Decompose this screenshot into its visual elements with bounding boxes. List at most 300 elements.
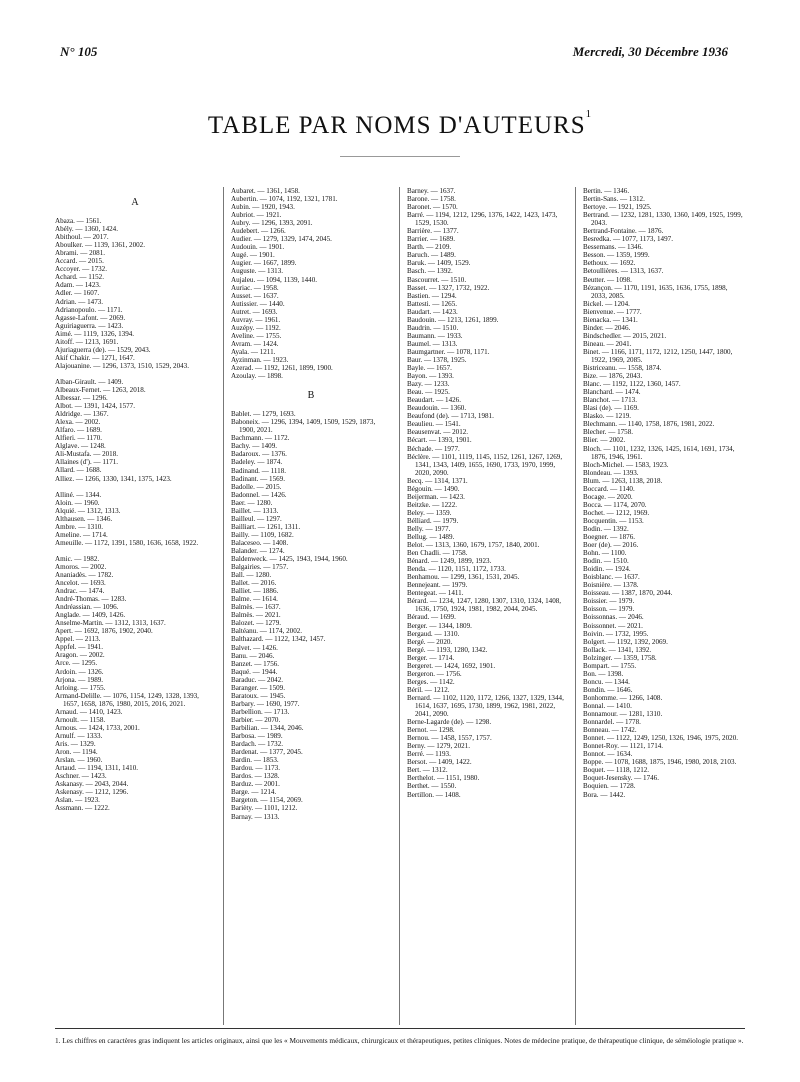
index-entry: Berges. — 1142. [407,677,455,686]
index-entry: Bertrand. — 1232, 1281, 1330, 1360, 1409, 1925, 1999, 2043. [583,211,743,228]
index-entry: Baillet. — 1313. [231,506,279,515]
index-entry: Blechmann. — 1140, 1758, 1876, 1981, 2022. [583,420,715,429]
index-entry: Blasi (de). — 1169. [583,404,639,413]
index-entry: Barbosa. — 1989. [231,732,283,741]
index-entry: Bineau. — 2041. [583,339,632,348]
index-entry: Balvet. — 1426. [231,643,278,652]
index-entry: Adrianopoulo. — 1171. [55,305,123,314]
index-entry: Barbary. — 1690, 1977. [231,699,300,708]
index-entry: Bertillon. — 1408. [407,790,461,799]
index-entry: Barnay. — 1313. [231,812,280,821]
index-entry: Bascourret. — 1510. [407,275,467,284]
index-letter-heading: A [131,197,139,208]
index-entry: Allaines (d'). — 1171. [55,458,119,467]
index-entry: Bernou. — 1458, 1557, 1757. [407,734,492,743]
index-entry: Augier. — 1667, 1899. [231,259,297,268]
index-entry: Alfieri. — 1170. [55,434,103,443]
index-entry: Bailliart. — 1261, 1311. [231,522,301,531]
index-entry: Blecher. — 1758. [583,428,634,437]
index-columns [55,187,745,1025]
index-entry: Armand-Delille. — 1076, 1154, 1249, 1328, 1393, 1657, 1658, 1876, 1980, 2015, 2016, 2021. [55,691,199,708]
index-entry: Arjona. — 1989. [55,675,104,684]
index-entry: Beaudouin. — 1360. [407,404,467,413]
index-entry: Baltéanu. — 1174, 2002. [231,627,303,636]
index-entry: Benhamou. — 1299, 1361, 1531, 2045. [407,573,520,582]
page-title [0,108,800,140]
index-entry: Arce. — 1295. [55,659,98,668]
index-entry: Bellug. — 1489. [407,533,455,542]
index-entry: Bollack. — 1341, 1392. [583,645,652,654]
index-entry: Bloch. — 1101, 1232, 1326, 1425, 1614, 1691, 1734, 1876, 1946, 1961. [583,444,735,461]
index-entry: Arnulf. — 1333. [55,731,103,740]
index-entry: Bézançon. — 1170, 1191, 1635, 1636, 1755, 1898, 2033, 2085. [583,283,728,300]
index-entry: Basch. — 1392. [407,267,453,276]
index-entry: Bienacka. — 1341. [583,315,638,324]
index-entry: Augé. — 1901. [231,251,275,260]
index-entry: Basset. — 1327, 1732, 1922. [407,283,490,292]
index-entry: Baur. — 1378, 1925. [407,355,467,364]
index-entry: Barduz. — 2001. [231,780,280,789]
index-column-4 [583,187,743,1025]
index-entry: Auvray. — 1961. [231,315,281,324]
index-entry: Binet. — 1166, 1171, 1172, 1212, 1250, 1447, 1800, 1922, 1969, 2085. [583,347,733,364]
index-entry: Alliné. — 1344. [55,490,102,499]
index-entry: Blum. — 1263, 1138, 2018. [583,476,663,485]
index-entry: Bert. — 1312. [407,766,448,775]
index-entry: Autret. — 1693. [231,307,278,316]
index-entry: Baraduc. — 2042. [231,675,284,684]
index-entry: Bolgert. — 1192, 1392, 2069. [583,637,668,646]
index-entry: Bochet. — 1212, 1969. [583,508,650,517]
footnote-rule [55,1028,745,1029]
index-entry: Bethoux. — 1692. [583,259,636,268]
index-entry: Aveline. — 1755. [231,331,282,340]
index-entry: Bergé. — 1193, 1280, 1342. [407,645,488,654]
index-entry: Belot. — 1313, 1360, 1679, 1757, 1840, 2001. [407,541,540,550]
index-entry: Alajouanine. — 1296, 1373, 1510, 1529, 2043. [55,361,189,370]
index-entry: Bérard. — 1234, 1247, 1280, 1307, 1310, 1324, 1408, 1636, 1750, 1924, 1981, 1982, 2044, 2045. [407,597,562,614]
index-entry: Appfel. — 1941. [55,643,104,652]
index-entry: Anglade. — 1409, 1426. [55,611,126,620]
index-entry: Boer (de). — 2016. [583,541,639,550]
index-entry: Arnoult. — 1158. [55,715,106,724]
index-entry: Badinand. — 1118. [231,466,287,475]
index-entry: Auzépy. — 1192. [231,323,281,332]
index-entry: Boisnière. — 1378. [583,581,639,590]
index-entry: Aubin. — 1920, 1943. [231,203,295,212]
index-entry: Askanasy. — 2043, 2044. [55,780,129,789]
index-entry: Avram. — 1424. [231,339,279,348]
index-entry: Artaud. — 1194, 1311, 1410. [55,764,139,773]
footnote: 1. Les chiffres en caractères gras indiquent les articles originaux, ainsi que les « Mouvements médicaux, chirurgicaux et thérapeutiques, petites cliniques. Notes de médecine pratique, de thérapeutique clinique, de séméiologie pratique ». [55,1036,744,1045]
index-entry: Auguste. — 1313. [231,267,284,276]
index-entry: Baldenweck. — 1425, 1943, 1944, 1960. [231,555,348,564]
index-entry: Aujaleu. — 1094, 1139, 1440. [231,275,318,284]
index-entry: Ball. — 1280. [231,571,272,580]
index-entry: Adrian. — 1473. [55,297,104,306]
index-entry: Bergeret. — 1424, 1692, 1901. [407,661,496,670]
index-entry: Ayala. — 1211. [231,347,276,356]
index-entry: Audebert. — 1266. [231,227,286,236]
index-entry: Beley. — 1359. [407,508,452,517]
index-entry: Ballet. — 2016. [231,579,277,588]
index-entry: Barbier. — 2070. [231,715,281,724]
index-entry: Barney. — 1637. [407,187,456,195]
index-entry: Balliet. — 1886. [231,587,279,596]
index-entry: Arnous. — 1424, 1733, 2001. [55,723,140,732]
title-footnote-ref: 1 [585,108,593,120]
index-entry: Bégouin. — 1490. [407,484,460,493]
index-entry: Aschner. — 1423. [55,772,107,781]
index-entry: Béclère. — 1101, 1119, 1145, 1152, 1261, 1267, 1269, 1341, 1343, 1409, 1655, 1690, 1733, 1970, 1999, 2020, 2090. [407,452,563,477]
index-entry: Boppe. — 1078, 1688, 1875, 1946, 1980, 2018, 2103. [583,758,737,767]
index-entry: Bickel. — 1204. [583,299,630,308]
index-entry: Bondin. — 1646. [583,685,633,694]
index-entry: Bonhomme. — 1266, 1408. [583,693,663,702]
index-entry: Baruk. — 1409, 1529. [407,259,471,268]
index-entry: Badinant. — 1569. [231,474,285,483]
index-entry: Ayzinman. — 1923. [231,355,289,364]
index-entry: Beijerman. — 1423. [407,492,465,501]
index-entry: Baratoux. — 1945. [231,691,286,700]
index-entry: Bécart. — 1393, 1901. [407,436,472,445]
index-entry: Banu. — 2046. [231,651,275,660]
index-entry: Akif Chakir. — 1271, 1647. [55,353,135,362]
index-entry: Bailly. — 1109, 1682. [231,530,294,539]
index-entry: Badonnel. — 1426. [231,490,287,499]
index-entry: Berthet. — 1550. [407,782,457,791]
page-header [60,44,728,62]
index-entry: Barth. — 2109. [407,243,452,252]
index-entry: Belly. — 1977. [407,524,451,533]
index-entry: Bonnal. — 1410. [583,702,632,710]
index-entry: Barone. — 1758. [407,195,456,204]
index-entry: Bistriceanu. — 1558, 1874. [583,364,662,373]
index-entry: Bocage. — 2020. [583,492,633,501]
index-entry: Bentegeat. — 1411. [407,589,464,598]
index-entry: Ausset. — 1637. [231,291,279,300]
index-entry: Boissonnet. — 2021. [583,621,643,630]
index-entry: Boegner. — 1876. [583,533,636,542]
title-text: TABLE PAR NOMS D'AUTEURS [207,112,586,139]
index-entry: Bindschedler. — 2015, 2021. [583,331,667,340]
index-entry: Bénard. — 1249, 1899, 1923. [407,557,492,566]
index-entry: Boisseau. — 1387, 1870, 2044. [583,589,673,598]
index-entry: Bardach. — 1732. [231,740,284,749]
index-entry: Bienvenue. — 1777. [583,307,642,316]
index-entry: Barbellion. — 1713. [231,707,290,716]
index-entry: Bardou. — 1173. [231,764,280,773]
index-entry: Bora. — 1442. [583,790,626,799]
index-entry: Alquié. — 1312, 1313. [55,506,121,515]
issue-number: N° 105 [60,44,98,59]
index-entry: Baudrin. — 1510. [407,323,459,332]
issue-date: Mercredi, 30 Décembre 1936 [572,44,728,59]
index-entry: Bennejeant. — 1979. [407,581,468,590]
index-entry: Béril. — 1212. [407,685,450,694]
index-entry: Bargeton. — 1154, 2069. [231,796,303,805]
index-entry: Boidin. — 1924. [583,565,631,574]
column-divider [575,187,576,1025]
index-entry: Autissier. — 1440. [231,299,285,308]
index-entry: Amic. — 1982. [55,554,100,563]
index-entry: Andréassian. — 1096. [55,603,119,612]
index-entry: Ardoin. — 1326. [55,667,104,676]
index-entry: Bompart. — 1755. [583,661,637,670]
index-entry: Baumann. — 1933. [407,331,463,340]
index-entry: Bélliard. — 1979. [407,516,459,525]
index-entry: Beaufond (de). — 1713, 1981. [407,412,494,421]
index-entry: Accoyer. — 1732. [55,265,108,274]
index-entry: Boisblanc. — 1637. [583,573,640,582]
index-column-1 [55,187,215,1025]
index-entry: Bonnet-Roy. — 1121, 1714. [583,742,664,751]
index-entry: Baboneix. — 1296, 1394, 1409, 1509, 1529, 1873, 1900, 2021. [231,418,376,435]
index-entry: Bocca. — 1174, 2070. [583,500,647,509]
index-entry: Bertin. — 1346. [583,187,630,195]
index-entry: Boquet-Jesensky. — 1746. [583,774,659,783]
index-entry: Bardos. — 1328. [231,772,280,781]
index-entry: Bergeron. — 1756. [407,669,462,678]
index-entry: Baudart. — 1423. [407,307,458,316]
index-entry: Baronet. — 1570. [407,203,458,212]
index-entry: Balander. — 1274. [231,546,285,555]
index-entry: Beau. — 1925. [407,388,450,397]
index-entry: Bonnamour. — 1281, 1310. [583,710,663,719]
index-entry: Bonnot. — 1634. [583,750,633,759]
index-entry: Beaulieu. — 1541. [407,420,461,429]
index-entry: Aboulker. — 1139, 1361, 2002. [55,241,145,250]
index-entry: Accard. — 2015. [55,257,104,266]
index-entry: Beitzke. — 1222. [407,500,458,509]
index-entry: Barièty. — 1101, 1212. [231,804,298,813]
index-entry: Abrami. — 2081. [55,249,106,258]
column-divider [399,187,400,1025]
index-entry: Aris. — 1329. [55,739,96,748]
index-entry: Boissier. — 1979. [583,597,635,606]
index-entry: Badaroux. — 1376. [231,450,287,459]
index-entry: Balozet. — 1279. [231,619,282,628]
index-entry: Askenasy. — 1212, 1296. [55,788,129,797]
index-entry: Ambre. — 1310. [55,522,104,531]
index-entry: Aubriot. — 1921. [231,211,282,220]
index-entry: Audier. — 1279, 1329, 1474, 2045. [231,235,332,244]
index-entry: Barrière. — 1377. [407,227,459,236]
index-entry: Blasko. — 1219. [583,412,632,421]
index-entry: Baranger. — 1509. [231,683,285,692]
index-entry: Arslan. — 1960. [55,756,103,765]
index-entry: Adam. — 1423. [55,281,101,290]
index-entry: Bessemans. — 1346. [583,243,643,252]
index-entry: Albot. — 1391, 1424, 1577. [55,402,136,411]
index-entry: Bocquentin. — 1153. [583,516,644,525]
index-entry: Bohn. — 1100. [583,549,627,558]
index-entry: Ali-Mustafa. — 2018. [55,450,119,459]
index-spacer [55,370,215,378]
title-rule [340,156,460,157]
index-entry: Berger. — 1344, 1809. [407,621,472,630]
index-entry: Baudouin. — 1213, 1261, 1899. [407,315,499,324]
index-entry: Achard. — 1152. [55,273,104,282]
index-entry: Boivin. — 1732, 1995. [583,629,649,638]
index-entry: Aslan. — 1923. [55,796,100,805]
index-entry: Ameline. — 1714. [55,530,108,539]
index-entry: Ajuriaguerra (de). — 1529, 2043. [55,345,151,354]
index-entry: Blanchard. — 1474. [583,388,641,397]
index-entry: Bayon. — 1393. [407,372,454,381]
index-entry: Bernard. — 1102, 1120, 1172, 1266, 1327, 1329, 1344, 1614, 1637, 1695, 1730, 1899, 1962, 1981, 2022, 2041, 2090. [407,693,564,719]
index-entry: Alglave. — 1248. [55,442,106,451]
index-entry: Alban-Girault. — 1409. [55,377,124,386]
index-entry: Berré. — 1193. [407,750,451,759]
index-entry: Badolle. — 2015. [231,482,282,491]
index-entry: Berthelot. — 1151, 1980. [407,774,480,783]
index-entry: Battesti. — 1265. [407,299,458,308]
index-entry: Blanc. — 1192, 1122, 1360, 1457. [583,380,681,389]
index-entry: Abély. — 1360, 1424. [55,225,118,234]
index-entry: Beausenvat. — 2012. [407,428,469,437]
index-entry: Boisson. — 1979. [583,605,635,614]
index-entry: Berger. — 1714. [407,653,455,662]
index-entry: Ancelot. — 1693. [55,579,106,588]
index-entry: Beutter. — 1098. [583,275,632,284]
index-entry: Aldridge. — 1367. [55,410,109,419]
index-entry: Ameuille. — 1172, 1391, 1580, 1636, 1658, 1922. [55,538,199,547]
index-letter-heading: B [307,390,315,402]
index-entry: Bergaud. — 1310. [407,629,460,638]
index-entry: Bodin. — 1510. [583,557,629,566]
index-entry: Balmès. — 1637. [231,603,281,612]
index-column-3 [407,187,567,1025]
index-entry: Badeley. — 1874. [231,458,283,467]
index-entry: Boquet. — 1118, 1212. [583,766,650,775]
index-entry: Berny. — 1279, 2021. [407,742,470,751]
index-entry: Bachy. — 1409. [231,442,278,451]
index-entry: Apert. — 1692, 1876, 1902, 2040. [55,627,153,636]
index-entry: Aubaret. — 1361, 1458. [231,187,300,195]
index-entry: Balaceseo. — 1408. [231,538,289,547]
index-entry: Béchade. — 1977. [407,444,460,453]
index-entry: Althausen. — 1346. [55,514,113,523]
index-entry: Bardin. — 1853. [231,756,279,765]
index-entry: Balgairies. — 1757. [231,563,289,572]
index-entry: Azerad. — 1192, 1261, 1899, 1900. [231,364,333,373]
index-entry: Beaudart. — 1426. [407,396,461,405]
index-entry: Bergé. — 2020. [407,637,453,646]
index-entry: Bersot. — 1409, 1422. [407,758,472,767]
index-entry: Bailleul. — 1297. [231,514,282,523]
index-entry: Aimé. — 1119, 1326, 1394. [55,329,135,338]
index-entry: Balme. — 1614. [231,595,278,604]
index-entry: Alfaro. — 1689. [55,426,102,435]
index-entry: Arnaud. — 1410, 1423. [55,707,123,716]
index-entry: Bize. — 1876, 2043. [583,372,643,381]
index-entry: Benda. — 1120, 1151, 1172, 1733. [407,565,506,574]
index-entry: Abithoul. — 2017. [55,233,109,242]
index-entry: Amoros. — 2002. [55,562,107,571]
index-entry: Bertoye. — 1921, 1925. [583,203,652,212]
index-entry: Allard. — 1688. [55,466,102,475]
index-entry: Bolzinger. — 1359, 1758. [583,653,657,662]
index-entry: Aitoff. — 1213, 1691. [55,337,119,346]
index-entry: Balthazard. — 1122, 1342, 1457. [231,635,326,644]
index-spacer [55,547,215,555]
index-entry: Anselme-Martin. — 1312, 1313, 1637. [55,619,166,628]
index-entry: Bonnet. — 1122, 1249, 1250, 1326, 1946, 1975, 2020. [583,734,739,743]
index-entry: Boissonnas. — 2046. [583,613,644,622]
index-entry: Adler. — 1607. [55,289,100,298]
index-entry: Azoulay. — 1898. [231,372,283,381]
index-entry: Baumgartner. — 1078, 1171. [407,347,490,356]
index-entry: Agasse-Lafont. — 2069. [55,313,126,322]
index-entry: Bon. — 1398. [583,669,624,678]
index-entry: Bertrand-Fontaine. — 1876. [583,227,664,236]
index-entry: Ben Chadli. — 1758. [407,549,468,558]
index-entry: Arloing. — 1755. [55,683,106,692]
index-entry: Aron. — 1194. [55,748,98,756]
index-entry: Alliez. — 1266, 1330, 1341, 1375, 1423. [55,474,172,483]
index-entry: Bayle. — 1657. [407,364,452,373]
index-entry: Betoullières. — 1313, 1637. [583,267,664,276]
index-entry: Becq. — 1314, 1371. [407,476,468,485]
index-entry: Besredka. — 1077, 1173, 1497. [583,235,673,244]
index-entry: Barge. — 1214. [231,788,277,797]
index-entry: Blier. — 2002. [583,436,626,445]
index-entry: Bernot. — 1298. [407,726,455,735]
index-entry: Baer. — 1280. [231,498,273,507]
index-entry: Barré. — 1194, 1212, 1296, 1376, 1422, 1423, 1473, 1529, 1530. [407,211,558,228]
index-entry: Banzet. — 1756. [231,659,280,668]
column-divider [223,187,224,1025]
index-entry: Bardenat. — 1377, 2045. [231,748,303,757]
index-entry: Boquien. — 1728. [583,782,636,791]
index-entry: Besson. — 1359, 1999. [583,251,650,260]
index-entry: Alexa. — 2002. [55,418,101,427]
index-entry: Binder. — 2046. [583,323,631,332]
index-entry: Assmann. — 1222. [55,804,110,813]
index-entry: André-Thomas. — 1283. [55,595,127,604]
index-entry: Blanchot. — 1713. [583,396,637,405]
index-entry: Appel. — 2113. [55,635,101,644]
index-entry: Bloch-Michel. — 1583, 1923. [583,460,669,469]
index-entry: Bonneau. — 1742. [583,726,637,735]
index-entry: Barbilian. — 1344, 2046. [231,724,304,732]
index-entry: Barrier. — 1689. [407,235,456,244]
index-entry: Baqué. — 1944. [231,667,278,676]
index-entry: Baruch. — 1489. [407,251,456,260]
index-entry: Boncu. — 1344. [583,677,630,686]
index-spacer [55,483,215,491]
index-entry: Andrac. — 1474. [55,587,105,596]
index-entry: Berne-Lagarde (de). — 1298. [407,718,492,727]
index-entry: Bertin-Sans. — 1312. [583,195,645,204]
index-entry: Bablet. — 1279, 1693. [231,410,296,419]
index-entry: Bazy. — 1233. [407,380,450,389]
index-entry: Auriac. — 1958. [231,283,279,292]
index-entry: Aubry. — 1296, 1393, 2091. [231,219,313,228]
index-entry: Blondeau. — 1393. [583,468,639,477]
index-entry: Aubertin. — 1074, 1192, 1321, 1781. [231,195,338,204]
index-entry: Balmès. — 2021. [231,611,281,620]
index-entry: Bachmann. — 1172. [231,434,290,443]
index-entry: Baumel. — 1313. [407,339,458,348]
index-entry: Audouin. — 1901. [231,243,285,252]
index-entry: Aguiriaguerra. — 1423. [55,321,124,330]
index-entry: Aragon. — 2002. [55,651,105,660]
index-entry: Boccard. — 1140. [583,484,635,493]
index-entry: Bonnardel. — 1778. [583,718,641,727]
index-column-2 [231,187,391,1025]
